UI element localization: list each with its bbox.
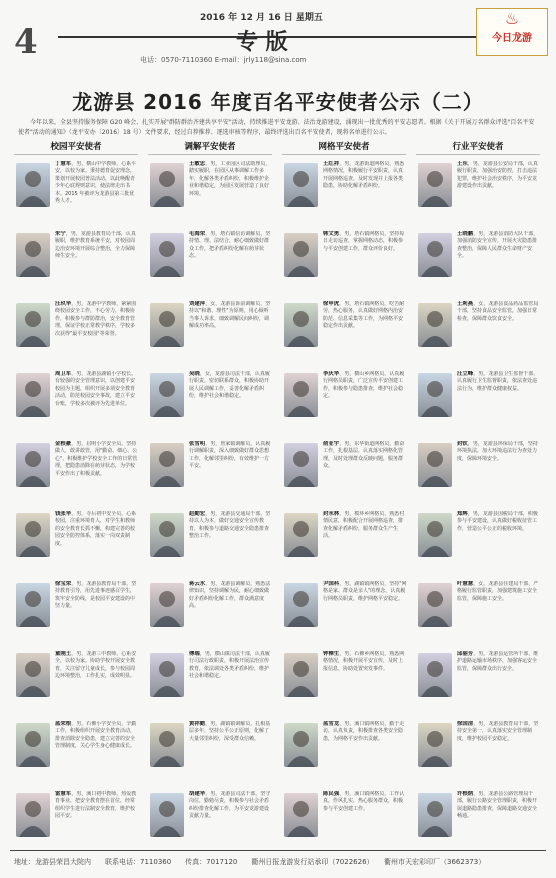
- person-name: 尹国科: [323, 581, 340, 587]
- name-separator: ，: [339, 301, 345, 307]
- bio-text: 男，塔石镇网格员，坚持每日走访巡查，掌握网格动态，积极参与平安创建工作，群众评价良好。: [323, 231, 405, 252]
- person-name: 王红祥: [323, 161, 340, 167]
- person-bio: [55, 231, 139, 295]
- bio-text: 女，龙游县食品药品监管局干部，坚持食品安全监管，加强日常检查，保障群众饮食安全。: [457, 301, 539, 322]
- person-entry: [148, 510, 272, 576]
- person-bio: [55, 301, 139, 365]
- name-separator: ，: [473, 301, 479, 307]
- footer-rule: [10, 850, 546, 851]
- bio-text: 男，龙游三中教师，心系安全，以校为家。协助学校开展安全教育，关注留守儿童成长，参与校园周边环境整治，工作扎实，成效明显。: [55, 651, 137, 680]
- bio-text: 男，龙游县交通局干部，坚持以人为本，做好交通安全宣传教育，积极参与道路交通安全隐患排查整治工作。: [189, 511, 271, 540]
- column-mediation: [148, 140, 272, 820]
- portrait-photo: [150, 513, 184, 557]
- person-name: 吴晓: [189, 371, 200, 377]
- portrait-photo: [150, 163, 184, 207]
- bio-text: 男，塔石镇网格员，吃苦耐劳，热心服务，认真做好网格内治安防范、信息采集等工作，为网格平安稳定作出贡献。: [323, 301, 405, 330]
- page-headline: 龙游县 2016 年度百名平安使者公示（二）: [72, 90, 484, 114]
- logo-label: 今日龙游: [492, 33, 532, 44]
- name-separator: ，: [71, 651, 77, 657]
- person-bio: [189, 651, 273, 715]
- person-name: 封永林: [323, 511, 340, 517]
- portrait-photo: [418, 163, 452, 207]
- person-name: 蓝雪龙: [323, 721, 340, 727]
- newspaper-logo: [476, 8, 548, 56]
- person-name: 毛海荣: [189, 231, 206, 237]
- bio-text: 男，东华街道网格员，勤奋工作，扎根基层，认真落实网格化管理，及时处理群众反映问题，服务群众。: [323, 441, 405, 470]
- person-entry: [282, 650, 406, 716]
- person-bio: [323, 161, 407, 225]
- name-separator: ，: [205, 581, 211, 587]
- name-separator: ，: [71, 301, 77, 307]
- bio-text: 男，龙游县教育局干部，认真履职，维护教育系统平安，对校园周边治安环境开展综合整治，全力保障师生安全。: [55, 231, 136, 260]
- bio-text: 男，工业园区司法助理员，踏实履职，在园区从事调解工作多年，化解各类矛盾纠纷，积极维护企业和谐稳定，为园区发展营造了良好环境。: [189, 161, 271, 197]
- portrait-photo: [418, 793, 452, 837]
- person-bio: [457, 441, 541, 505]
- portrait-photo: [284, 303, 318, 347]
- bio-text: 男，龙游县消防大队干部，加强消防安全宣传，开展火灾隐患排查整治，保障人民群众生命财产安全。: [457, 231, 539, 260]
- portrait-photo: [418, 583, 452, 627]
- person-bio: [189, 791, 273, 855]
- person-name: 王东: [457, 161, 468, 167]
- name-separator: ，: [71, 371, 77, 377]
- bio-text: 男，龙游县运管所干部，维护道路运输市场秩序，加强客运安全监管，保障群众出行安全。: [457, 651, 539, 672]
- bio-text: 男，龙游县卫生监督干部，认真履行卫生监督职责，依法查处违法行为，维护群众健康权益。: [457, 371, 539, 392]
- person-entry: [282, 510, 406, 576]
- person-entry: [282, 230, 406, 296]
- person-name: 钟樟生: [323, 651, 340, 657]
- name-separator: ，: [467, 441, 473, 447]
- person-bio: [457, 721, 541, 785]
- person-name: 封钦: [457, 441, 468, 447]
- name-separator: ，: [205, 301, 211, 307]
- name-separator: ，: [473, 371, 479, 377]
- name-separator: ，: [467, 161, 473, 167]
- name-separator: ，: [339, 651, 345, 657]
- portrait-photo: [418, 513, 452, 557]
- person-entry: [416, 790, 540, 856]
- name-separator: ，: [205, 161, 211, 167]
- person-name: 徐申虎: [323, 301, 340, 307]
- person-entry: [416, 510, 540, 576]
- contact-line: 电话：0570-7110360 E-mail：jrly118@sina.com: [140, 56, 307, 64]
- name-separator: ，: [205, 721, 211, 727]
- person-entry: [416, 300, 540, 366]
- bio-text: 男，龙游中学教师，紧紧围绕校园安全工作，不心劳力，积极协作，积极参与群防群治，安全教育管理，保证学校正常教学秩序，学校多次获得"最平安校园"等荣誉。: [55, 301, 137, 337]
- portrait-photo: [150, 443, 184, 487]
- column-heading: 网格平安使者: [282, 140, 406, 155]
- portrait-photo: [16, 163, 50, 207]
- person-name: 俞亚宇: [323, 441, 340, 447]
- person-entry: [416, 440, 540, 506]
- name-separator: ，: [473, 651, 479, 657]
- portrait-photo: [150, 723, 184, 767]
- person-bio: [457, 581, 541, 645]
- bio-text: 男，龙游县公路管理局干部，履行公路安全管理职责，积极开展道路隐患排查，保障道路交通安全畅通。: [457, 791, 538, 820]
- portrait-photo: [16, 233, 50, 277]
- person-bio: [55, 441, 139, 505]
- flame-icon: ♨: [504, 9, 520, 28]
- person-name: 汪立峰: [457, 371, 474, 377]
- issue-date: 2016 年 12 月 16 日 星期五: [200, 13, 323, 23]
- name-separator: ，: [71, 791, 77, 797]
- person-bio: [457, 791, 541, 855]
- person-bio: [457, 301, 541, 365]
- person-name: 邱丽芳: [457, 651, 474, 657]
- person-name: 许根炳: [457, 791, 474, 797]
- person-entry: [148, 370, 272, 436]
- person-name: 王莉燕: [457, 301, 474, 307]
- person-name: 朱宁: [55, 231, 66, 237]
- person-entry: [148, 580, 272, 646]
- person-bio: [189, 441, 273, 505]
- person-name: 周卫军: [55, 371, 72, 377]
- name-separator: ，: [467, 511, 473, 517]
- person-entry: [416, 370, 540, 436]
- bio-text: 男，龙游县教育局干部，坚持安全第一，认真落实安全管理制度，维护校园平安稳定。: [457, 721, 539, 742]
- name-separator: ，: [473, 581, 479, 587]
- portrait-photo: [284, 583, 318, 627]
- person-name: 雷慧军: [55, 791, 72, 797]
- person-bio: [457, 371, 541, 435]
- name-separator: ，: [71, 441, 77, 447]
- portrait-photo: [284, 793, 318, 837]
- bio-text: 男，石佛小学安全员，辛勤工作，积极组织开展安全教育活动，排查消除安全隐患，建立完善的安全管理制度，关心学生身心健康成长。: [55, 721, 137, 750]
- person-bio: [55, 791, 139, 855]
- person-name: 叶慧慧: [457, 581, 474, 587]
- bio-text: 男，龙游县湖镇小学校长。有较强的安全管理意识，以创建平安校园为主题，组织开展多项安全教育活动，防范校园安全事故，建立平安台账，学校多次被评为先进单位。: [55, 371, 137, 407]
- bio-text: 男，湖镇镇调解员，扎根基层多年，坚持公平公正原则，化解了大量邻里纠纷，深受群众信赖。: [189, 721, 271, 742]
- person-entry: [148, 790, 272, 856]
- column-grid: [282, 140, 407, 812]
- bio-text: 男，溪口镇网格员，工作认真，作风扎实，热心服务群众，积极参与平安创建工作。: [323, 791, 405, 812]
- person-entry: [14, 160, 138, 226]
- portrait-photo: [150, 303, 184, 347]
- portrait-photo: [418, 373, 452, 417]
- bio-text: 男，塔石镇信访调解员，坚持情、理、法结合，耐心细致做好群众工作，把矛盾纠纷化解在萌芽状态。: [189, 231, 271, 260]
- bio-text: 男，龙游县国税局干部，积极参与平安建设，认真做好税收征管工作，营造公平公正的税收环境。: [457, 511, 538, 532]
- person-name: 童刚土: [55, 651, 72, 657]
- name-separator: ，: [205, 511, 211, 517]
- person-entry: [14, 790, 138, 856]
- person-entry: [14, 440, 138, 506]
- person-bio: [323, 441, 407, 505]
- person-bio: [457, 231, 541, 295]
- person-entry: [416, 230, 540, 296]
- portrait-photo: [418, 303, 452, 347]
- intro-paragraph: 今年以来，全县坚持服务保障 G20 峰会、扎实开展"群防群治齐建共享平安"活动，持续推进平安龙游、法治龙游建设，涌现出一批优秀的平安志愿者。根据《关于开展万名群众评选"百名平安使者"活动的通知》（龙平安办〔2016〕18 号）文件要求，经过自荐推荐、逐选审核等程序，最终评选出百名平安使者，现将名单进行公示。: [18, 119, 535, 136]
- name-separator: ，: [205, 441, 211, 447]
- bio-text: 男，横山中学教师，心系平安，以校为家。秉持德育促安理念，策划开展校园普法活动，以此唤醒青少年心底规则意识，使法律走出书本。2015 年被评为龙游县第三批优秀人才。: [55, 161, 137, 205]
- person-bio: [323, 581, 407, 645]
- person-name: 刘建萍: [189, 301, 206, 307]
- bio-text: 男，寺后初中安全员，心系校园，注重环境育人，对学生和教师的安全教育长抓不懈，构建完善的校园安全防控体系，落实一岗双责制度。: [55, 511, 137, 547]
- name-separator: ，: [65, 231, 71, 237]
- name-separator: ，: [339, 791, 345, 797]
- portrait-photo: [284, 443, 318, 487]
- person-bio: [323, 371, 407, 435]
- person-entry: [416, 650, 540, 716]
- person-bio: [323, 511, 407, 575]
- person-name: 郑辉: [457, 511, 468, 517]
- person-entry: [282, 300, 406, 366]
- person-name: 胡建华: [189, 791, 206, 797]
- person-name: 黄祥勤: [189, 721, 206, 727]
- person-bio: [189, 301, 273, 365]
- person-bio: [55, 511, 139, 575]
- person-name: 金根豪: [55, 441, 72, 447]
- portrait-photo: [16, 583, 50, 627]
- portrait-photo: [284, 513, 318, 557]
- person-bio: [323, 231, 407, 295]
- portrait-photo: [16, 443, 50, 487]
- bio-text: 男，詹家镇调解员，认真履行调解职责，深入细致做好群众思想工作，化解邻里纠纷，有效维护一方平安。: [189, 441, 271, 470]
- footer-info: 地址：龙游县荣昌大院内 联系电话：7110360 传真：7017120 衢州日报龙游发行站承印（7022626） 衢州市天宏彩印厂（3662373）: [14, 858, 486, 866]
- bio-text: 男，横山镇司法干部，认真履行司法行政职责，积极开展法治宣传教育，依法调处各类矛盾纠纷，维护社会和谐稳定。: [189, 651, 270, 680]
- name-separator: ，: [339, 721, 345, 727]
- name-separator: ，: [71, 581, 77, 587]
- portrait-photo: [418, 443, 452, 487]
- person-name: 韩文勇: [323, 231, 340, 237]
- person-bio: [55, 371, 139, 435]
- person-name: 陈民强: [323, 791, 340, 797]
- portrait-photo: [284, 233, 318, 277]
- person-name: 蓝荣根: [55, 721, 72, 727]
- bio-text: 男，横山乡网格员，认真履行网格员职责，广泛宣传平安创建工作，积极参与隐患排查，维护社会稳定。: [323, 371, 405, 400]
- name-separator: ，: [71, 161, 77, 167]
- name-separator: ，: [199, 371, 205, 377]
- person-bio: [457, 511, 541, 575]
- portrait-photo: [150, 583, 184, 627]
- person-bio: [55, 161, 139, 225]
- name-separator: ，: [339, 231, 345, 237]
- portrait-photo: [16, 513, 50, 557]
- name-separator: ，: [199, 651, 205, 657]
- bio-text: 男，启明小学安全员。坚持做人，敢讲敢管，用"勤奋、细心、公心"，积极维护学校安全工作的日常管理，把隐患消除在萌芽状态，为学校平安作出了积极贡献。: [55, 441, 138, 477]
- portrait-photo: [150, 373, 184, 417]
- person-bio: [55, 721, 139, 785]
- portrait-photo: [418, 653, 452, 697]
- name-separator: ，: [473, 231, 479, 237]
- person-entry: [282, 160, 406, 226]
- person-name: 蒋云水: [189, 581, 206, 587]
- portrait-photo: [284, 653, 318, 697]
- person-entry: [282, 370, 406, 436]
- name-separator: ，: [473, 721, 479, 727]
- person-name: 李庆华: [323, 371, 340, 377]
- bio-text: 女，龙游县司法干部，认真履行职责，密切联系群众，积极协助开展人民调解工作，妥善化解矛盾纠纷，维护社会和谐稳定。: [189, 371, 270, 400]
- person-entry: [416, 580, 540, 646]
- portrait-photo: [150, 233, 184, 277]
- person-name: 傅瑞: [189, 651, 200, 657]
- bio-text: 男，湖镇镇网格员，坚持"网格是家、群众是亲人"的理念，认真履行网格员职责，维护网格平安稳定。: [323, 581, 407, 602]
- name-separator: ，: [71, 511, 77, 517]
- portrait-photo: [150, 793, 184, 837]
- person-bio: [55, 581, 139, 645]
- bio-text: 男，龙游街道网格员，熟悉网格情况，积极履行平安职责，认真开展网格巡查，及时发现并上报各类隐患，协助化解矛盾纠纷。: [323, 161, 405, 190]
- person-entry: [282, 580, 406, 646]
- person-bio: [189, 581, 273, 645]
- name-separator: ，: [339, 441, 345, 447]
- person-bio: [189, 161, 273, 225]
- portrait-photo: [150, 653, 184, 697]
- person-bio: [323, 721, 407, 785]
- person-name: 汪玖华: [55, 301, 72, 307]
- bio-text: 男，龙游县教育局干部，坚持教育引导，用先进事迹感召学生，筑牢安全防线，是校园平安建设的中坚力量。: [55, 581, 137, 610]
- portrait-photo: [16, 723, 50, 767]
- person-name: 钱张华: [55, 511, 72, 517]
- person-name: 王晓鹏: [457, 231, 474, 237]
- person-entry: [14, 720, 138, 786]
- person-entry: [14, 300, 138, 366]
- bio-text: 男，龙游县环保局干部，坚持环境执法，加大环境违法行为查处力度，保障环境安全。: [457, 441, 538, 462]
- column-heading: 校园平安使者: [14, 140, 138, 155]
- portrait-photo: [284, 723, 318, 767]
- person-entry: [282, 790, 406, 856]
- portrait-photo: [284, 373, 318, 417]
- column-heading: 调解平安使者: [148, 140, 272, 155]
- portrait-photo: [418, 233, 452, 277]
- person-bio: [189, 231, 273, 295]
- name-separator: ，: [339, 511, 345, 517]
- bio-text: 男，石佛乡网格员，熟悉网格情况，积极开展平安宣传，及时上报信息，协助处置突发事件。: [323, 651, 405, 672]
- person-entry: [148, 300, 272, 366]
- bio-text: 女，龙游县诉前调解员，坚持以"和谐、理性"为原则，用心倾听当事人诉求，细致调解民间纠纷，调解成功率高。: [189, 301, 271, 330]
- person-entry: [148, 720, 272, 786]
- person-entry: [416, 720, 540, 786]
- name-separator: ，: [473, 791, 479, 797]
- person-entry: [282, 440, 406, 506]
- person-bio: [323, 301, 407, 365]
- person-name: 张雪明: [189, 441, 206, 447]
- bio-text: 男，溪口初中教师，热爱教育事业，把安全教育摆在首位，经常组织学生进行法制安全教育，维护校园平安。: [55, 791, 137, 820]
- person-bio: [457, 651, 541, 715]
- person-entry: [416, 160, 540, 226]
- page-number: 4: [14, 22, 38, 62]
- person-entry: [14, 370, 138, 436]
- bio-text: 男，龙游县公安局干部，认真履行职责，加强治安防控，打击违法犯罪，维护社会治安秩序，为平安龙游建设作出贡献。: [457, 161, 538, 190]
- person-bio: [457, 161, 541, 225]
- person-entry: [282, 720, 406, 786]
- name-separator: ，: [339, 161, 345, 167]
- person-bio: [323, 651, 407, 715]
- name-separator: ，: [339, 581, 345, 587]
- person-entry: [14, 580, 138, 646]
- person-bio: [189, 721, 273, 785]
- person-entry: [148, 160, 272, 226]
- name-separator: ，: [205, 231, 211, 237]
- column-heading: 行业平安使者: [416, 140, 540, 155]
- person-name: 丁慧军: [55, 161, 72, 167]
- person-entry: [14, 510, 138, 576]
- person-name: 王敏忠: [189, 161, 206, 167]
- person-bio: [323, 791, 407, 855]
- portrait-photo: [16, 373, 50, 417]
- person-name: 徐国清: [457, 721, 474, 727]
- bio-text: 男，溪口镇网格员，勤于走访，认真负责，积极排查各类安全隐患，为网格平安作出贡献。: [323, 721, 405, 742]
- portrait-photo: [418, 723, 452, 767]
- person-entry: [14, 650, 138, 716]
- person-entry: [148, 440, 272, 506]
- column-campus: [14, 140, 138, 820]
- person-entry: [14, 230, 138, 296]
- portrait-photo: [16, 793, 50, 837]
- name-separator: ，: [71, 721, 77, 727]
- person-name: 赵勤宏: [189, 511, 206, 517]
- portrait-photo: [16, 653, 50, 697]
- bio-text: 男，龙游县调解员，熟悉法律知识，坚持调解为民，耐心细致做好矛盾纠纷化解工作，群众满意度高。: [189, 581, 271, 610]
- section-title: 专 版: [236, 29, 288, 55]
- name-separator: ，: [205, 791, 211, 797]
- bio-text: 男，龙游县司法干部，坚守岗位，勤勉尽责，积极参与社会矛盾纠纷排查化解工作，为平安龙游建设贡献力量。: [189, 791, 271, 820]
- portrait-photo: [16, 303, 50, 347]
- name-separator: ，: [339, 371, 345, 377]
- person-bio: [189, 371, 273, 435]
- person-entry: [148, 650, 272, 716]
- bio-text: 女，龙游县住建局干部，严格履行监管职责，加强建筑施工安全监管，保障施工安全。: [457, 581, 539, 602]
- portrait-photo: [284, 163, 318, 207]
- bio-text: 男，模环乡网格员，熟悉村情民意，积极配合开展网格巡查，排查化解矛盾纠纷，服务群众生产生活。: [323, 511, 405, 540]
- person-bio: [55, 651, 139, 715]
- column-industry: [416, 140, 540, 820]
- person-name: 徐宝荣: [55, 581, 72, 587]
- person-entry: [148, 230, 272, 296]
- person-bio: [189, 511, 273, 575]
